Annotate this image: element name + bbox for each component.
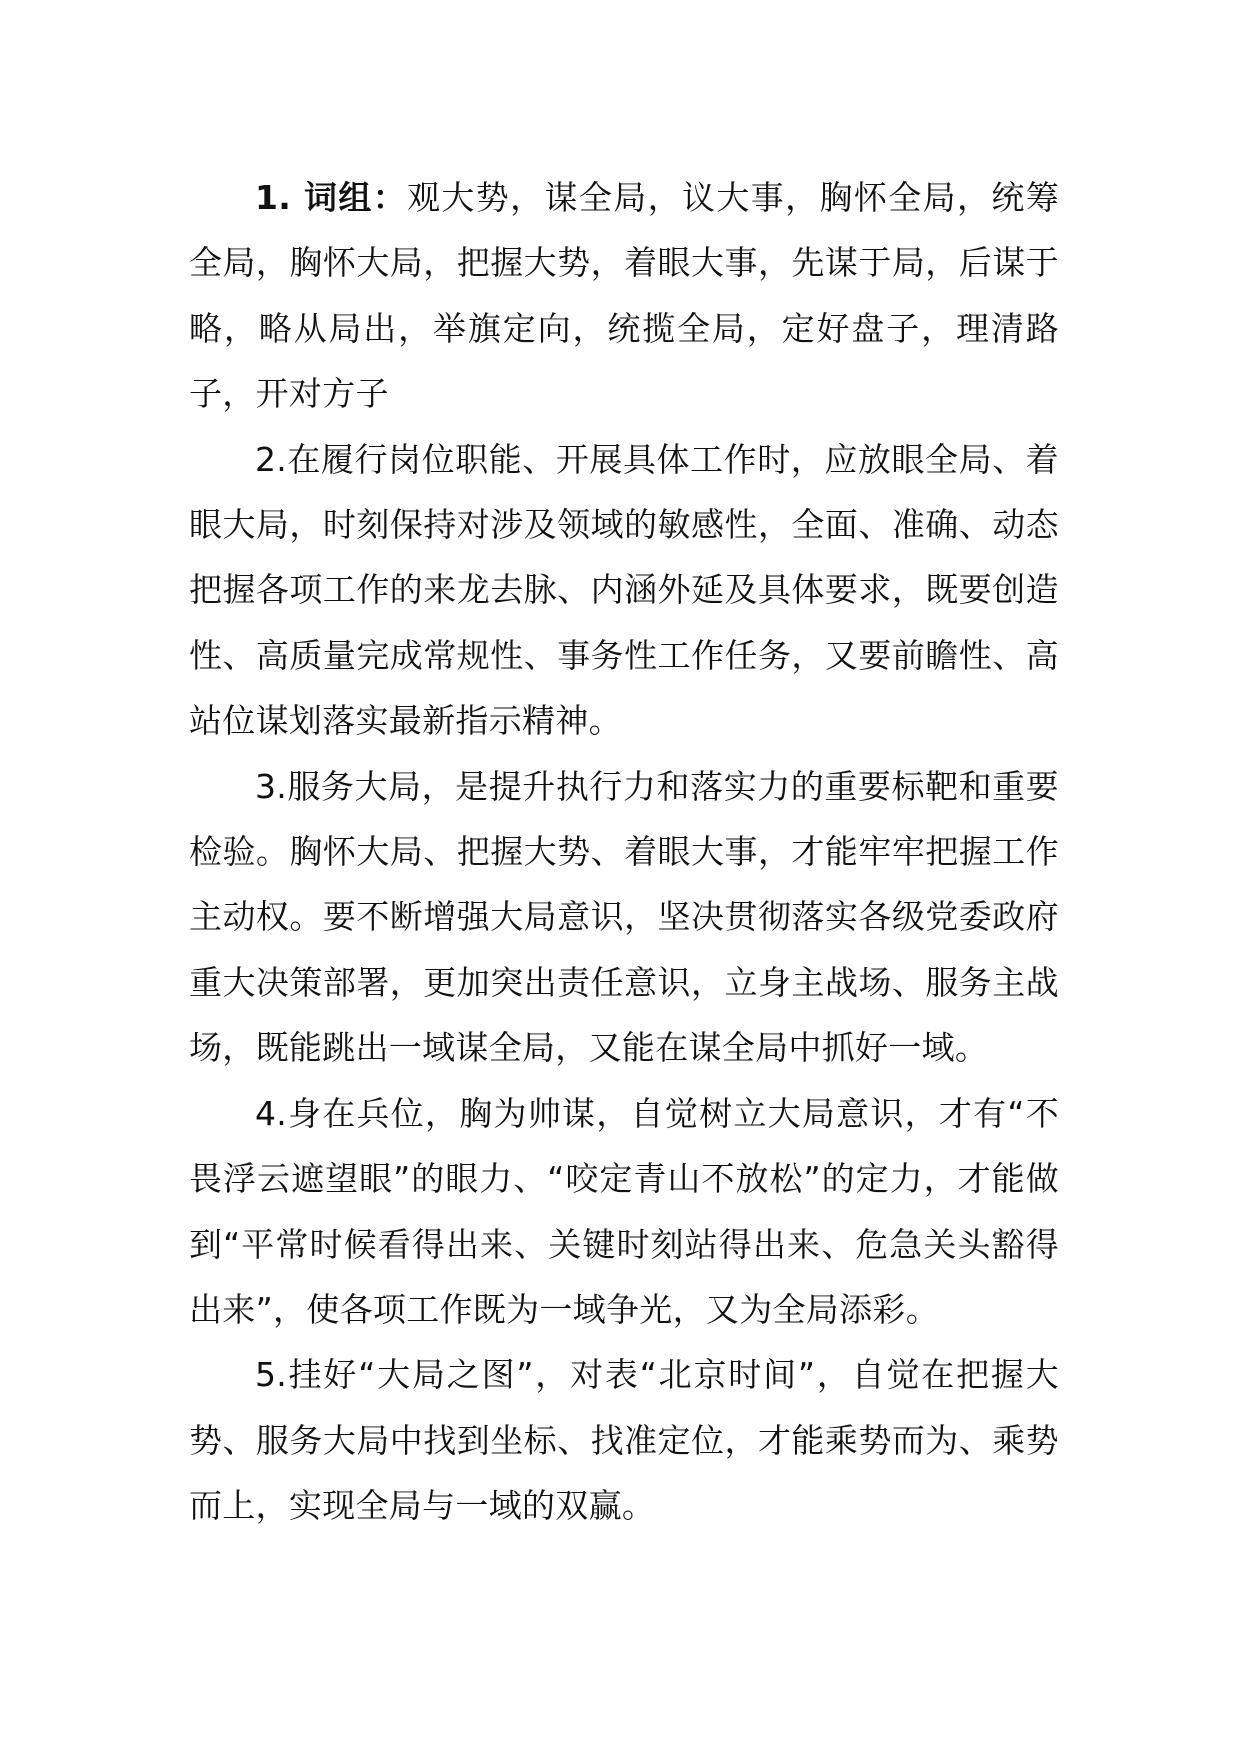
document-body [189, 165, 1059, 1539]
paragraph-5-text: 5.挂好“大局之图”，对表“北京时间”，自觉在把握大势、服务大局中找到坐标、找准定位，才能乘势而为、乘势而上，实现全局与一域的双赢。 [189, 1355, 1059, 1526]
paragraph-1 [189, 165, 1059, 427]
paragraph-4-text: 4.身在兵位，胸为帅谋，自觉树立大局意识，才有“不畏浮云遮望眼”的眼力、“咬定青山不放松”的定力，才能做到“平常时候看得出来、关键时刻站得出来、危急关头豁得出来”，使各项工作既为一域争光，又为全局添彩。 [189, 1093, 1059, 1329]
paragraph-2-text: 2.在履行岗位职能、开展具体工作时，应放眼全局、着眼大局，时刻保持对涉及领域的敏感性，全面、准确、动态把握各项工作的来龙去脉、内涵外延及具体要求，既要创造性、高质量完成常规性、事务性工作任务，又要前瞻性、高站位谋划落实最新指示精神。 [189, 439, 1059, 741]
paragraph-3-text: 3.服务大局，是提升执行力和落实力的重要标靶和重要检验。胸怀大局、把握大势、着眼大事，才能牢牢把握工作主动权。要不断增强大局意识，坚决贯彻落实各级党委政府重大决策部署，更加突出责任意识，立身主战场、服务主战场，既能跳出一域谋全局，又能在谋全局中抓好一域。 [189, 766, 1059, 1068]
paragraph-3 [189, 754, 1059, 1081]
paragraph-5 [189, 1342, 1059, 1538]
paragraph-2 [189, 427, 1059, 754]
paragraph-1-lead: 1. 词组： [255, 178, 408, 217]
paragraph-4 [189, 1081, 1059, 1343]
paragraph-1-text: 观大势，谋全局，议大事，胸怀全局，统筹全局，胸怀大局，把握大势，着眼大事，先谋于局，后谋于略，略从局出，举旗定向，统揽全局，定好盘子，理清路子，开对方子 [189, 178, 1059, 414]
